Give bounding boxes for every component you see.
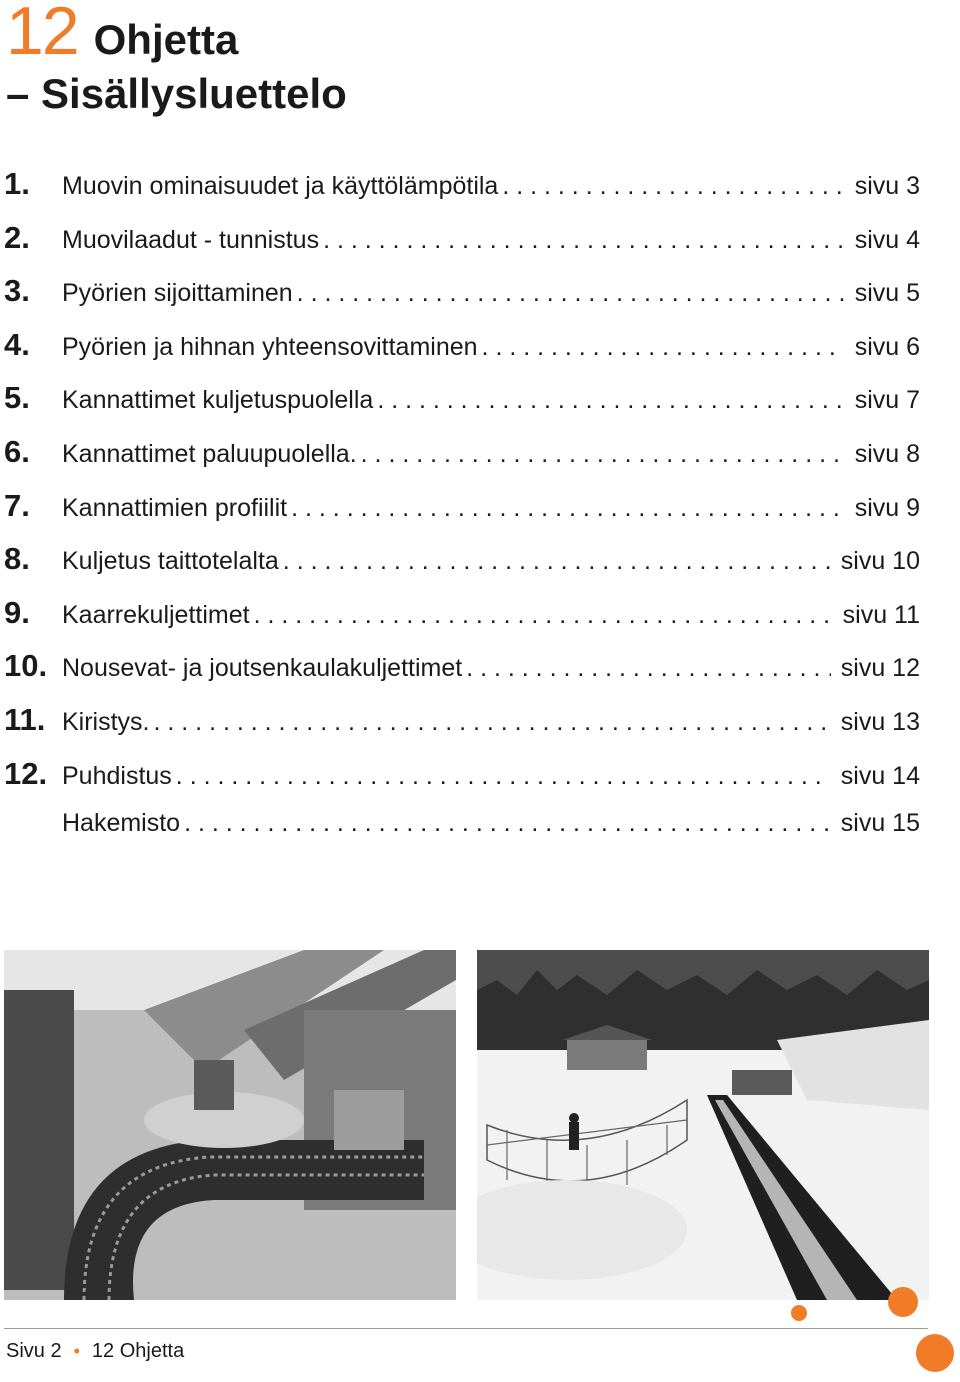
toc-title: Kaarrekuljettimet — [62, 600, 250, 629]
toc-number: 8. — [4, 541, 30, 577]
toc-title: Kannattimet kuljetuspuolella — [62, 386, 374, 415]
snow-conveyor-photo — [477, 950, 929, 1300]
toc-row[interactable] — [4, 541, 920, 595]
conveyor-factory-photo — [4, 950, 456, 1300]
toc-page: sivu 8 — [854, 439, 920, 468]
toc-page: sivu 3 — [854, 172, 920, 200]
toc-number: 12. — [4, 755, 48, 791]
dot-leader — [377, 386, 844, 415]
toc-title: Muovilaadut - tunnistus — [62, 225, 320, 254]
toc-title: Kuljetus taittotelalta — [62, 547, 279, 576]
toc-row[interactable] — [4, 809, 920, 863]
toc-number: 5. — [4, 380, 30, 416]
toc-page: sivu 14 — [840, 761, 920, 790]
toc-page: sivu 7 — [854, 386, 920, 415]
toc-page: sivu 10 — [840, 547, 920, 576]
toc-title: Kannattimet paluupuolella. — [62, 439, 357, 468]
page-footer — [6, 1340, 184, 1363]
dot-leader — [361, 440, 845, 469]
toc-title: Nousevat- ja joutsenkaulakuljettimet — [62, 654, 463, 683]
toc-number: 7. — [4, 487, 30, 523]
toc-title: Pyörien sijoittaminen — [62, 279, 293, 308]
dot-leader — [297, 279, 845, 308]
toc-row[interactable] — [4, 327, 920, 381]
table-of-contents — [4, 166, 920, 863]
toc-number: 3. — [4, 273, 30, 309]
dot-leader — [176, 762, 831, 791]
dot-leader — [291, 494, 845, 523]
dot-leader — [154, 708, 831, 737]
dot-leader — [466, 654, 831, 683]
footer-divider — [4, 1328, 928, 1329]
chapter-name: Ohjetta — [93, 16, 239, 63]
toc-number: 10. — [4, 648, 48, 684]
toc-page: sivu 15 — [840, 809, 920, 838]
page-header — [6, 0, 347, 122]
toc-row[interactable] — [4, 273, 920, 327]
accent-dot — [916, 1334, 954, 1372]
toc-row[interactable] — [4, 595, 920, 649]
toc-page: sivu 9 — [854, 493, 920, 522]
toc-number: 2. — [4, 219, 30, 255]
toc-row[interactable] — [4, 434, 920, 488]
toc-row[interactable] — [4, 648, 920, 702]
toc-row[interactable] — [4, 756, 920, 810]
toc-page: sivu 11 — [842, 600, 920, 629]
toc-title: Muovin ominaisuudet ja käyttölämpötila — [62, 172, 499, 200]
dot-leader — [502, 172, 844, 201]
toc-row[interactable] — [4, 380, 920, 434]
dot-leader — [482, 333, 845, 362]
conveyor-illustration — [4, 950, 456, 1300]
toc-row[interactable] — [4, 166, 920, 220]
dot-leader — [184, 809, 831, 838]
toc-page: sivu 13 — [840, 707, 920, 736]
toc-title: Kiristys. — [62, 707, 150, 736]
accent-dot — [888, 1287, 918, 1317]
toc-title: Pyörien ja hihnan yhteensovittaminen — [62, 332, 478, 361]
title-line — [6, 0, 347, 69]
snow-illustration — [477, 950, 929, 1300]
toc-page: sivu 6 — [854, 332, 920, 361]
footer-doc-title: 12 Ohjetta — [91, 1340, 185, 1362]
dot-leader — [283, 547, 831, 576]
toc-number: 4. — [4, 326, 30, 362]
toc-title: Puhdistus — [62, 761, 172, 790]
dot-leader — [254, 601, 833, 630]
accent-dot — [791, 1305, 807, 1321]
toc-title: Kannattimien profiilit — [62, 493, 288, 522]
toc-page: sivu 12 — [840, 654, 920, 683]
toc-page: sivu 5 — [854, 279, 920, 308]
toc-row[interactable] — [4, 488, 920, 542]
toc-title: Hakemisto — [62, 809, 181, 838]
toc-row[interactable] — [4, 702, 920, 756]
toc-number: 9. — [4, 594, 30, 630]
toc-number: 11. — [4, 701, 46, 737]
toc-row[interactable] — [4, 220, 920, 274]
toc-number: 6. — [4, 433, 30, 469]
bullet-separator: • — [73, 1341, 80, 1361]
toc-page: sivu 4 — [854, 225, 920, 254]
chapter-number: 12 — [6, 0, 78, 69]
page-label: Sivu 2 — [6, 1340, 62, 1362]
toc-number: 1. — [4, 166, 30, 201]
page-title: – Sisällysluettelo — [6, 70, 347, 117]
dot-leader — [323, 226, 845, 255]
